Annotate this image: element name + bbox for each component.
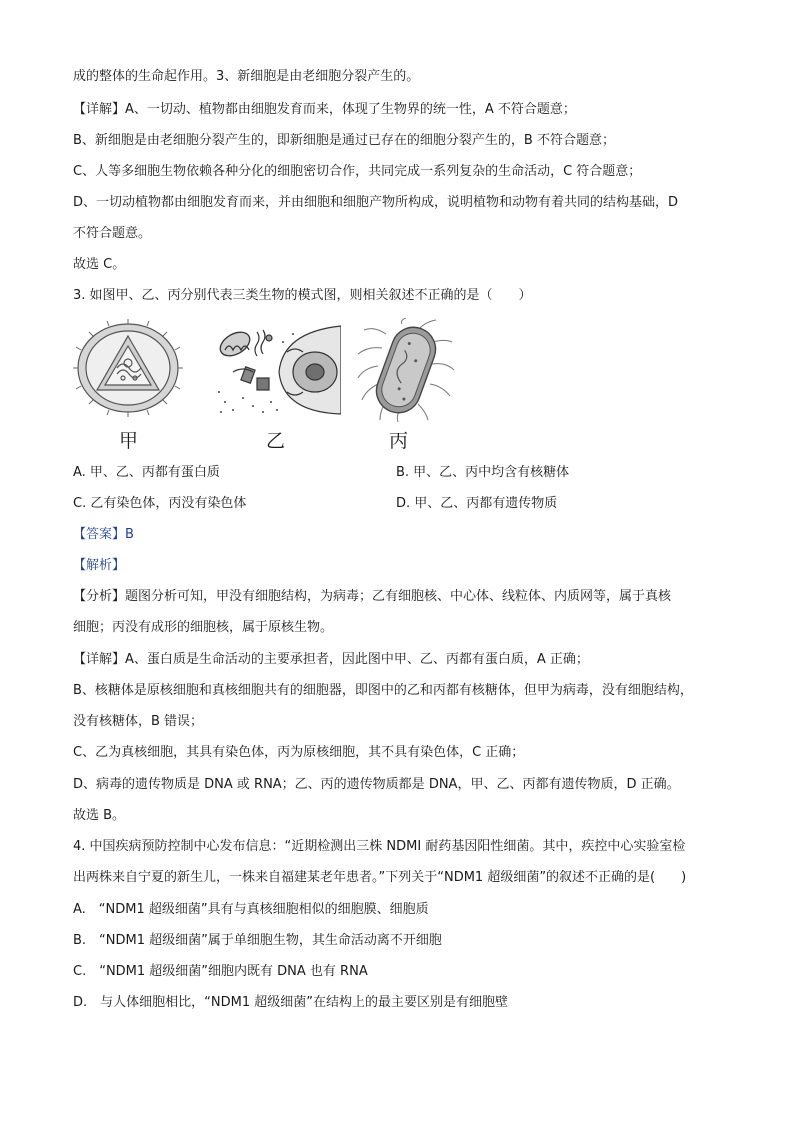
text-line: D、病毒的遗传物质是 DNA 或 RNA；乙、丙的遗传物质都是 DNA，甲、乙、丙都有遗传物质，D 正确。: [73, 777, 680, 792]
text-line: C、人等多细胞生物依赖各种分化的细胞密切合作，共同完成一系列复杂的生命活动，C 符合题意；: [73, 164, 642, 179]
text-line: 故选 C。: [73, 257, 126, 272]
q4-option-a: A. “NDM1 超级细菌”具有与真核细胞相似的细胞膜、细胞质: [73, 902, 429, 917]
question-3-stem: 3. 如图甲、乙、丙分别代表三类生物的模式图，则相关叙述不正确的是（ ）: [73, 288, 532, 303]
q4-option-d: D. 与人体细胞相比，“NDM1 超级细菌”在结构上的最主要区别是有细胞壁: [73, 995, 508, 1010]
bacterium-figure: [356, 318, 456, 422]
text-line: D、一切动植物都由细胞发育而来，并由细胞和细胞产物所构成，说明植物和动物有着共同的结构基础，D: [73, 195, 679, 210]
eukaryotic-cell-figure: [213, 322, 341, 416]
text-line: 成的整体的生命起作用。3、新细胞是由老细胞分裂产生的。: [73, 69, 420, 84]
q4-option-b: B. “NDM1 超级细菌”属于单细胞生物，其生命活动离不开细胞: [73, 933, 442, 948]
text-line: 【详解】A、蛋白质是生命活动的主要承担者，因此图中甲、乙、丙都有蛋白质，A 正确；: [73, 652, 589, 667]
caption-jia: 甲: [119, 430, 139, 452]
text-line: 不符合题意。: [73, 226, 152, 241]
question-4-stem: 出两株来自宁夏的新生儿，一株来自福建某老年患者。”下列关于“NDM1 超级细菌”的叙述不正确的是( ): [73, 870, 687, 885]
caption-bing: 丙: [389, 430, 409, 452]
q3-option-d: D. 甲、乙、丙都有遗传物质: [396, 496, 558, 511]
q3-option-c: C. 乙有染色体，丙没有染色体: [73, 496, 247, 511]
text-line: 故选 B。: [73, 808, 126, 823]
q3-option-a: A. 甲、乙、丙都有蛋白质: [73, 465, 220, 480]
q3-answer: 【答案】B: [73, 527, 134, 542]
q3-analysis-heading: 【解析】: [73, 558, 126, 573]
text-line: 细胞；丙没有成形的细胞核，属于原核生物。: [73, 620, 334, 635]
text-line: C、乙为真核细胞，其具有染色体，丙为原核细胞，其不具有染色体，C 正确；: [73, 745, 525, 760]
virus-figure: [73, 318, 183, 418]
q4-option-c: C. “NDM1 超级细菌”细胞内既有 DNA 也有 RNA: [73, 964, 368, 979]
q3-option-b: B. 甲、乙、丙中均含有核糖体: [396, 465, 570, 480]
text-line: 【详解】A、一切动、植物都由细胞发育而来，体现了生物界的统一性，A 不符合题意；: [73, 102, 576, 117]
text-line: 【分析】题图分析可知，甲没有细胞结构，为病毒；乙有细胞核、中心体、线粒体、内质网等，属于真核: [73, 589, 672, 604]
question-4-stem: 4. 中国疾病预防控制中心发布信息：“近期检测出三株 NDMI 耐药基因阳性细菌。其中，疾控中心实验室检: [73, 839, 686, 854]
text-line: B、新细胞是由老细胞分裂产生的，即新细胞是通过已存在的细胞分裂产生的，B 不符合题意；: [73, 133, 615, 148]
text-line: B、核糖体是原核细胞和真核细胞共有的细胞器，即图中的乙和丙都有核糖体，但甲为病毒，没有细胞结构，: [73, 683, 693, 698]
caption-yi: 乙: [266, 430, 286, 452]
text-line: 没有核糖体，B 错误；: [73, 714, 204, 729]
